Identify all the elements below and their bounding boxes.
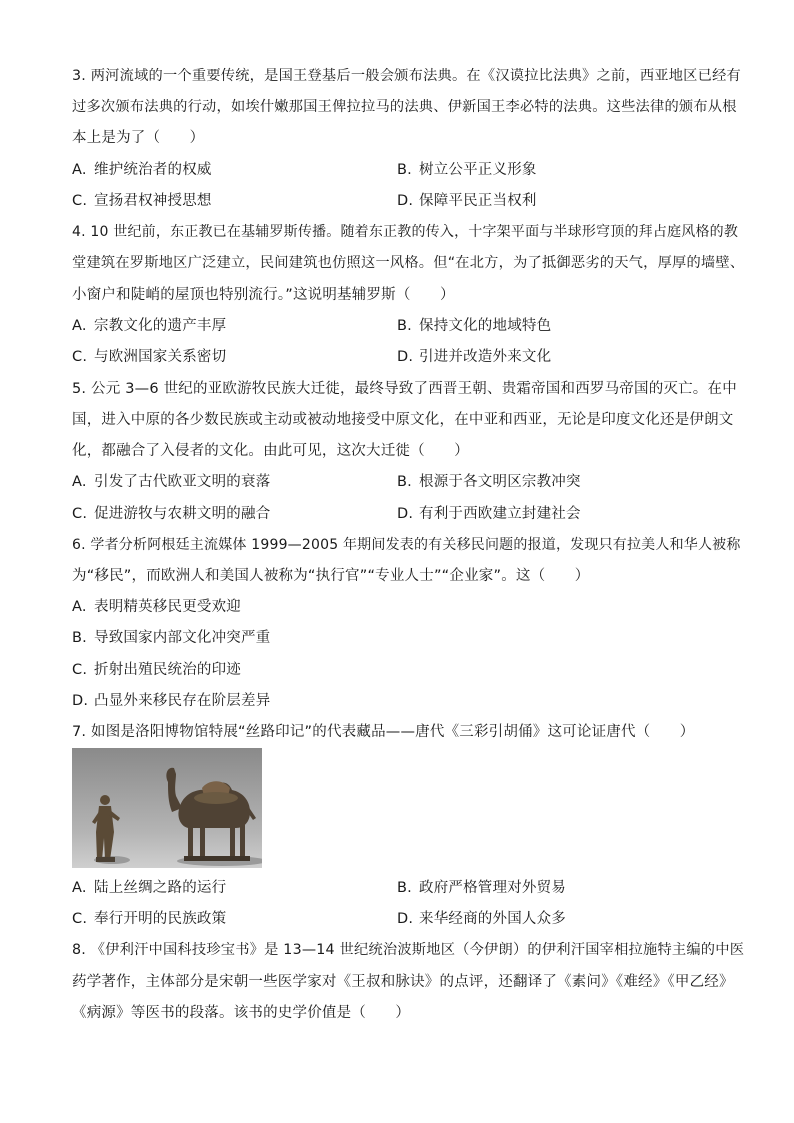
option-text: 保障平民正当权利 — [419, 193, 537, 209]
q4-option-c — [72, 347, 226, 367]
q4-line-2: 堂建筑在罗斯地区广泛建立，民间建筑也仿照这一风格。但“在北方，为了抵御恶劣的天气，厚厚的墙壁、 — [72, 255, 745, 271]
q8-line-2: 药学著作，主体部分是宋朝一些医学家对《王叔和脉诀》的点评，还翻译了《素问》《难经》《甲乙经》 — [72, 974, 734, 990]
option-text: 保持文化的地域特色 — [419, 318, 552, 334]
option-text: 奉行开明的民族政策 — [94, 911, 227, 927]
option-text: 引发了古代欧亚文明的衰落 — [94, 474, 271, 490]
option-text: 与欧洲国家关系密切 — [94, 349, 227, 365]
option-key: D. — [397, 193, 414, 209]
q7-option-d — [397, 909, 566, 929]
q6-option-d — [72, 691, 270, 711]
q6-option-a — [72, 597, 241, 617]
q3-line-1: 3. 两河流域的一个重要传统，是国王登基后一般会颁布法典。在《汉谟拉比法典》之前，西亚地区已经有 — [72, 68, 741, 84]
q7-option-a — [72, 878, 226, 898]
option-text: 树立公平正义形象 — [419, 162, 537, 178]
q7-option-b — [397, 878, 566, 898]
option-key: B. — [397, 318, 412, 334]
option-text: 表明精英移民更受欢迎 — [94, 599, 241, 615]
q3-line-3: 本上是为了（ ） — [72, 130, 205, 146]
q8-line-1: 8. 《伊利汗中国科技珍宝书》是 13—14 世纪统治波斯地区（今伊朗）的伊利汗国宰相拉施特主编的中医 — [72, 942, 745, 958]
q8-line-3: 《病源》等医书的段落。该书的史学价值是（ ） — [72, 1005, 411, 1021]
q6-option-c — [72, 660, 241, 680]
option-text: 根源于各文明区宗教冲突 — [419, 474, 581, 490]
q7-line-1: 7. 如图是洛阳博物馆特展“丝路印记”的代表藏品——唐代《三彩引胡俑》这可论证唐代（ ） — [72, 724, 695, 740]
option-key: D. — [397, 911, 414, 927]
q6-option-b — [72, 628, 270, 648]
option-text: 政府严格管理对外贸易 — [419, 880, 566, 896]
option-text: 凸显外来移民存在阶层差异 — [94, 693, 271, 709]
q4-line-3: 小窗户和陡峭的屋顶也特别流行。”这说明基辅罗斯（ ） — [72, 287, 455, 303]
option-key: D. — [397, 349, 414, 365]
option-text: 折射出殖民统治的印迹 — [94, 662, 241, 678]
option-text: 有利于西欧建立封建社会 — [419, 506, 581, 522]
option-key: C. — [72, 911, 88, 927]
option-text: 维护统治者的权威 — [94, 162, 212, 178]
option-key: B. — [72, 630, 87, 646]
q5-line-3: 化，都融合了入侵者的文化。由此可见，这次大迁徙（ ） — [72, 443, 469, 459]
option-text: 促进游牧与农耕文明的融合 — [94, 506, 271, 522]
option-key: B. — [397, 474, 412, 490]
q3-option-d — [397, 191, 537, 211]
option-key: D. — [72, 693, 89, 709]
q4-option-b — [397, 316, 551, 336]
option-key: B. — [397, 162, 412, 178]
q3-option-b — [397, 160, 537, 180]
option-text: 引进并改造外来文化 — [419, 349, 552, 365]
option-key: A. — [72, 880, 87, 896]
option-text: 导致国家内部文化冲突严重 — [94, 630, 271, 646]
option-key: A. — [72, 474, 87, 490]
option-key: A. — [72, 162, 87, 178]
q5-line-2: 国，进入中原的各少数民族或主动或被动地接受中原文化，在中亚和西亚，无论是印度文化还是伊朗文 — [72, 412, 734, 428]
q4-option-d — [397, 347, 551, 367]
option-key: A. — [72, 318, 87, 334]
q6-line-2: 为“移民”，而欧洲人和美国人被称为“执行官”“专业人士”“企业家”。这（ ） — [72, 568, 590, 584]
option-key: D. — [397, 506, 414, 522]
option-text: 来华经商的外国人众多 — [419, 911, 566, 927]
q6-line-1: 6. 学者分析阿根廷主流媒体 1999—2005 年期间发表的有关移民问题的报道，发现只有拉美人和华人被称 — [72, 537, 741, 553]
q5-option-c — [72, 504, 270, 524]
q3-line-2: 过多次颁布法典的行动，如埃什嫩那国王俾拉拉马的法典、伊新国王李必特的法典。这些法律的颁布从根 — [72, 99, 737, 115]
tang-sancai-figurine-photo — [72, 748, 262, 868]
q3-option-a — [72, 160, 212, 180]
option-key: C. — [72, 193, 88, 209]
q5-option-d — [397, 504, 581, 524]
q3-option-c — [72, 191, 212, 211]
q4-option-a — [72, 316, 226, 336]
option-key: C. — [72, 349, 88, 365]
option-text: 宣扬君权神授思想 — [94, 193, 212, 209]
option-key: C. — [72, 506, 88, 522]
q5-line-1: 5. 公元 3—6 世纪的亚欧游牧民族大迁徙，最终导致了西晋王朝、贵霜帝国和西罗马帝国的灭亡。在中 — [72, 381, 737, 397]
option-key: A. — [72, 599, 87, 615]
q4-line-1: 4. 10 世纪前，东正教已在基辅罗斯传播。随着东正教的传入，十字架平面与半球形穹顶的拜占庭风格的教 — [72, 224, 739, 240]
q5-option-b — [397, 472, 581, 492]
option-key: B. — [397, 880, 412, 896]
q7-option-c — [72, 909, 226, 929]
q5-option-a — [72, 472, 270, 492]
option-text: 宗教文化的遗产丰厚 — [94, 318, 227, 334]
option-key: C. — [72, 662, 88, 678]
option-text: 陆上丝绸之路的运行 — [94, 880, 227, 896]
